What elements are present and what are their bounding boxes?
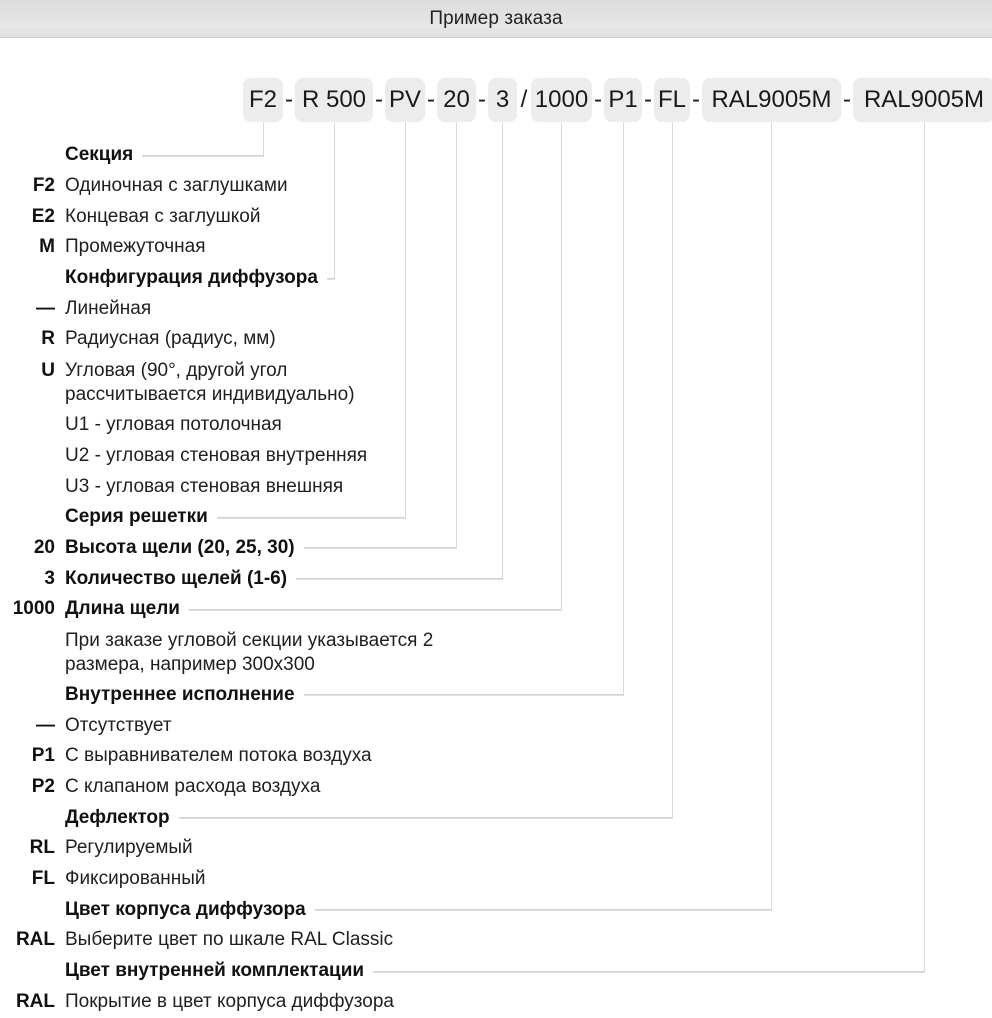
row-code: 20 xyxy=(33,536,55,558)
code-separator: - xyxy=(427,86,435,113)
row-code: 1000 xyxy=(12,598,55,620)
legend-row xyxy=(0,741,992,772)
code-separator: - xyxy=(375,86,383,113)
row-code: — xyxy=(36,714,55,736)
header-connector xyxy=(327,278,335,280)
header-label: Конфигурация диффузора xyxy=(65,267,318,289)
code-separator: - xyxy=(843,86,851,113)
legend-header-section xyxy=(0,140,264,171)
row-text: Концевая с заглушкой xyxy=(65,205,261,227)
row-text: Отсутствует xyxy=(65,714,172,736)
header-label: Длина щели xyxy=(65,598,180,620)
header-connector xyxy=(373,971,925,973)
row-text xyxy=(65,359,355,407)
header-label: Цвет внутренней комплектации xyxy=(65,960,365,982)
row-code: P2 xyxy=(31,776,55,798)
code-separator: - xyxy=(644,86,652,113)
page-title: Пример заказа xyxy=(429,7,563,29)
row-code: 3 xyxy=(44,567,55,589)
code-segment-inner-option: P1 xyxy=(604,78,642,122)
code-separator: - xyxy=(692,86,700,113)
row-text: Выберите цвет по шкале RAL Classic xyxy=(65,929,394,951)
legend-header-slot-count xyxy=(0,563,503,594)
code-segment-inner-color: RAL9005M xyxy=(853,78,992,122)
row-code: RL xyxy=(29,837,55,859)
code-segment-slot-count: 3 xyxy=(488,78,517,122)
row-text: Фиксированный xyxy=(65,868,206,890)
code-separator: - xyxy=(285,86,293,113)
row-text: С выравнивателем потока воздуха xyxy=(65,745,372,767)
row-text: Промежуточная xyxy=(65,236,206,258)
row-text: С клапаном расхода воздуха xyxy=(65,776,321,798)
header-connector xyxy=(217,517,406,519)
legend-row xyxy=(0,171,992,202)
header-connector xyxy=(315,909,772,911)
legend-row xyxy=(0,925,992,956)
legend-row xyxy=(0,471,992,502)
legend-row xyxy=(0,355,992,410)
legend-note xyxy=(0,625,992,680)
note-text-line: При заказе угловой секции указывается 2 xyxy=(65,629,434,651)
legend-row xyxy=(0,441,992,472)
row-code: P1 xyxy=(31,745,55,767)
row-text: Радиусная (радиус, мм) xyxy=(65,328,276,350)
row-text: Покрытие в цвет корпуса диффузора xyxy=(65,990,395,1012)
order-code-row xyxy=(243,78,992,122)
row-text: U3 - угловая стеновая внешняя xyxy=(65,475,344,497)
row-text: Регулируемый xyxy=(65,837,193,859)
legend-row xyxy=(0,201,992,232)
legend-header-configuration xyxy=(0,263,335,294)
code-segment-series: PV xyxy=(385,78,425,122)
legend xyxy=(0,140,992,1017)
row-text-line: Угловая (90°, другой угол xyxy=(65,359,288,381)
code-segment-configuration: R 500 xyxy=(295,78,373,122)
note-text-line: размера, например 300х300 xyxy=(65,653,315,675)
code-segment-section: F2 xyxy=(243,78,283,122)
legend-header-inner-option xyxy=(0,680,624,711)
header-label: Внутреннее исполнение xyxy=(65,683,295,705)
code-segment-slot-height: 20 xyxy=(437,78,476,122)
row-code: RAL xyxy=(15,929,55,951)
header-connector xyxy=(296,578,503,580)
legend-row xyxy=(0,710,992,741)
title-bar xyxy=(0,0,992,38)
header-connector xyxy=(179,817,673,819)
row-code: R xyxy=(41,328,55,350)
legend-row xyxy=(0,987,992,1018)
legend-header-body-color xyxy=(0,894,772,925)
header-label: Дефлектор xyxy=(65,806,170,828)
code-separator: - xyxy=(478,86,486,113)
row-code: — xyxy=(36,297,55,319)
legend-header-series xyxy=(0,502,406,533)
header-connector xyxy=(189,609,562,611)
legend-header-slot-height xyxy=(0,533,457,564)
header-label: Секция xyxy=(65,144,134,166)
row-code: E2 xyxy=(31,205,55,227)
code-segment-body-color: RAL9005M xyxy=(702,78,841,122)
legend-row xyxy=(0,232,992,263)
legend-header-deflector xyxy=(0,802,673,833)
header-label: Высота щели (20, 25, 30) xyxy=(65,536,295,558)
legend-row xyxy=(0,293,992,324)
row-text: U2 - угловая стеновая внутренняя xyxy=(65,444,368,466)
header-label: Цвет корпуса диффузора xyxy=(65,898,306,920)
row-text-line: рассчитывается индивидуально) xyxy=(65,383,355,405)
legend-row xyxy=(0,833,992,864)
row-code: U xyxy=(41,359,55,381)
code-separator-slash: / xyxy=(520,86,528,113)
header-label: Количество щелей (1-6) xyxy=(65,567,288,589)
row-text: Линейная xyxy=(65,297,152,319)
header-connector xyxy=(304,694,624,696)
code-segment-deflector: FL xyxy=(654,78,690,122)
row-code: RAL xyxy=(15,990,55,1012)
row-text: Одиночная с заглушками xyxy=(65,175,288,197)
legend-row xyxy=(0,324,992,355)
code-segment-slot-length: 1000 xyxy=(531,78,592,122)
header-label: Серия решетки xyxy=(65,506,208,528)
row-code: FL xyxy=(31,868,55,890)
legend-row xyxy=(0,864,992,895)
legend-header-slot-length xyxy=(0,594,562,625)
legend-row xyxy=(0,772,992,803)
row-text: U1 - угловая потолочная xyxy=(65,414,282,436)
legend-row xyxy=(0,410,992,441)
legend-header-inner-color xyxy=(0,956,925,987)
row-code: F2 xyxy=(32,175,55,197)
header-connector xyxy=(304,547,457,549)
code-separator: - xyxy=(594,86,602,113)
row-code: M xyxy=(39,236,55,258)
note-text xyxy=(65,629,433,677)
header-connector xyxy=(142,155,264,157)
